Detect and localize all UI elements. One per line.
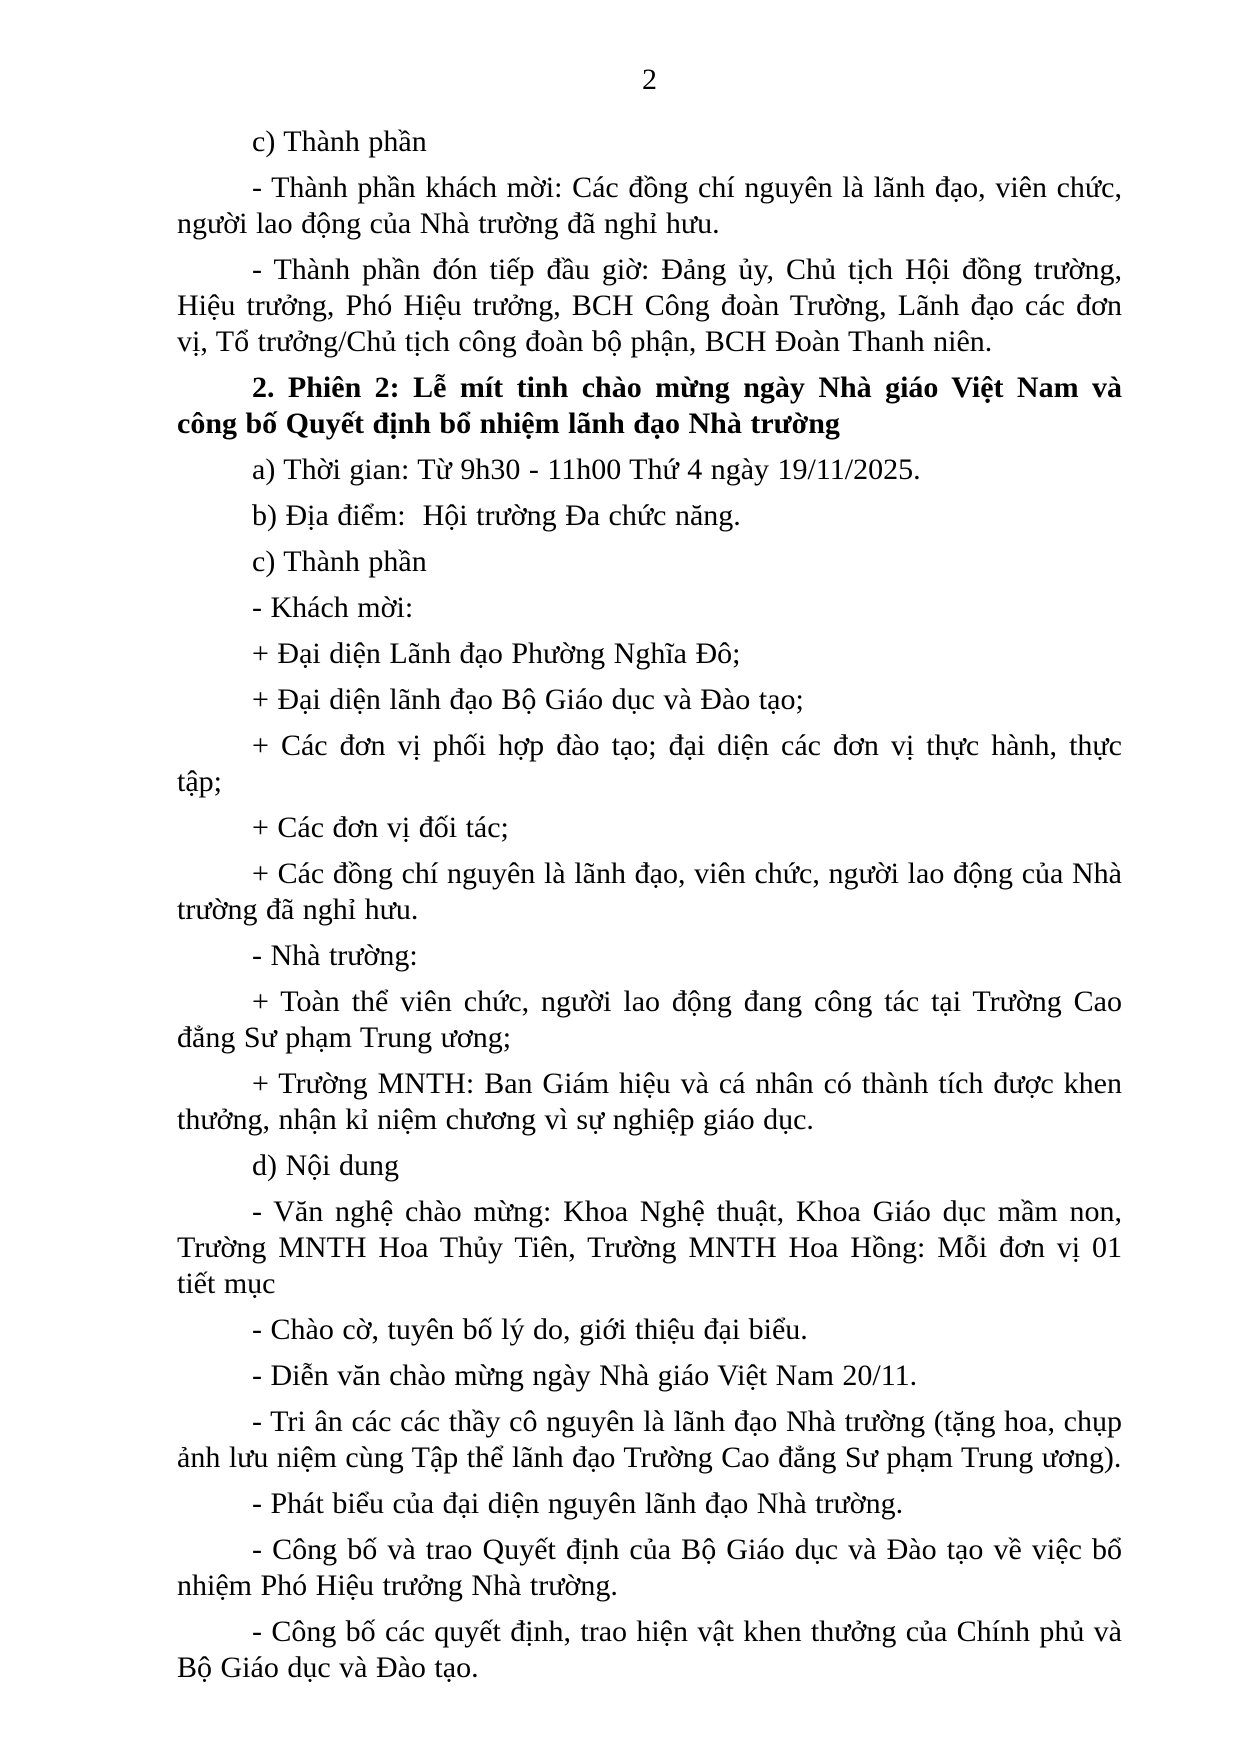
paragraph: + Đại diện lãnh đạo Bộ Giáo dục và Đào tạo; [252,683,804,716]
paragraph: - Tri ân các các thầy cô nguyên là lãnh đạo Nhà trường (tặng hoa, chụp ảnh lưu niệm cùng Tập thể lãnh đạo Trường Cao đẳng Sư phạm Trung ương). [177,1405,1122,1474]
paragraph: + Các đơn vị phối hợp đào tạo; đại diện các đơn vị thực hành, thực tập; [177,729,1122,798]
paragraph: 2. Phiên 2: Lễ mít tinh chào mừng ngày Nhà giáo Việt Nam và công bố Quyết định bổ nhiệm lãnh đạo Nhà trường [177,371,1122,440]
paragraph: + Đại diện Lãnh đạo Phường Nghĩa Đô; [252,637,741,670]
paragraph: c) Thành phần [252,545,427,578]
paragraph: + Các đồng chí nguyên là lãnh đạo, viên chức, người lao động của Nhà trường đã nghỉ hưu. [177,857,1122,926]
paragraph: - Công bố các quyết định, trao hiện vật khen thưởng của Chính phủ và Bộ Giáo dục và Đào tạo. [177,1615,1122,1684]
paragraph: c) Thành phần [252,125,427,158]
paragraph: a) Thời gian: Từ 9h30 - 11h00 Thứ 4 ngày 19/11/2025. [252,453,921,486]
paragraph: - Công bố và trao Quyết định của Bộ Giáo dục và Đào tạo về việc bổ nhiệm Phó Hiệu trưởng Nhà trường. [177,1533,1122,1602]
paragraph: - Phát biểu của đại diện nguyên lãnh đạo Nhà trường. [252,1487,904,1520]
paragraph: - Khách mời: [252,591,414,624]
paragraph: - Nhà trường: [252,939,418,972]
paragraph: b) Địa điểm: Hội trường Đa chức năng. [252,499,741,532]
paragraph: + Các đơn vị đối tác; [252,811,509,844]
paragraph: - Chào cờ, tuyên bố lý do, giới thiệu đại biểu. [252,1313,808,1346]
paragraph: d) Nội dung [252,1149,399,1182]
document-content [177,124,1122,1696]
paragraph: - Văn nghệ chào mừng: Khoa Nghệ thuật, Khoa Giáo dục mầm non, Trường MNTH Hoa Thủy Tiên, Trường MNTH Hoa Hồng: Mỗi đơn vị 01 tiết mục [177,1195,1122,1300]
paragraph: + Trường MNTH: Ban Giám hiệu và cá nhân có thành tích được khen thưởng, nhận kỉ niệm chương vì sự nghiệp giáo dục. [177,1067,1122,1136]
paragraph: - Thành phần đón tiếp đầu giờ: Đảng ủy, Chủ tịch Hội đồng trường, Hiệu trưởng, Phó Hiệu trưởng, BCH Công đoàn Trường, Lãnh đạo các đơn vị, Tổ trưởng/Chủ tịch công đoàn bộ phận, BCH Đoàn Thanh niên. [177,253,1122,358]
paragraph: - Thành phần khách mời: Các đồng chí nguyên là lãnh đạo, viên chức, người lao động của Nhà trường đã nghỉ hưu. [177,171,1122,240]
paragraph: + Toàn thể viên chức, người lao động đang công tác tại Trường Cao đẳng Sư phạm Trung ương; [177,985,1122,1054]
paragraph: - Diễn văn chào mừng ngày Nhà giáo Việt Nam 20/11. [252,1359,918,1392]
page-number: 2 [642,63,657,96]
